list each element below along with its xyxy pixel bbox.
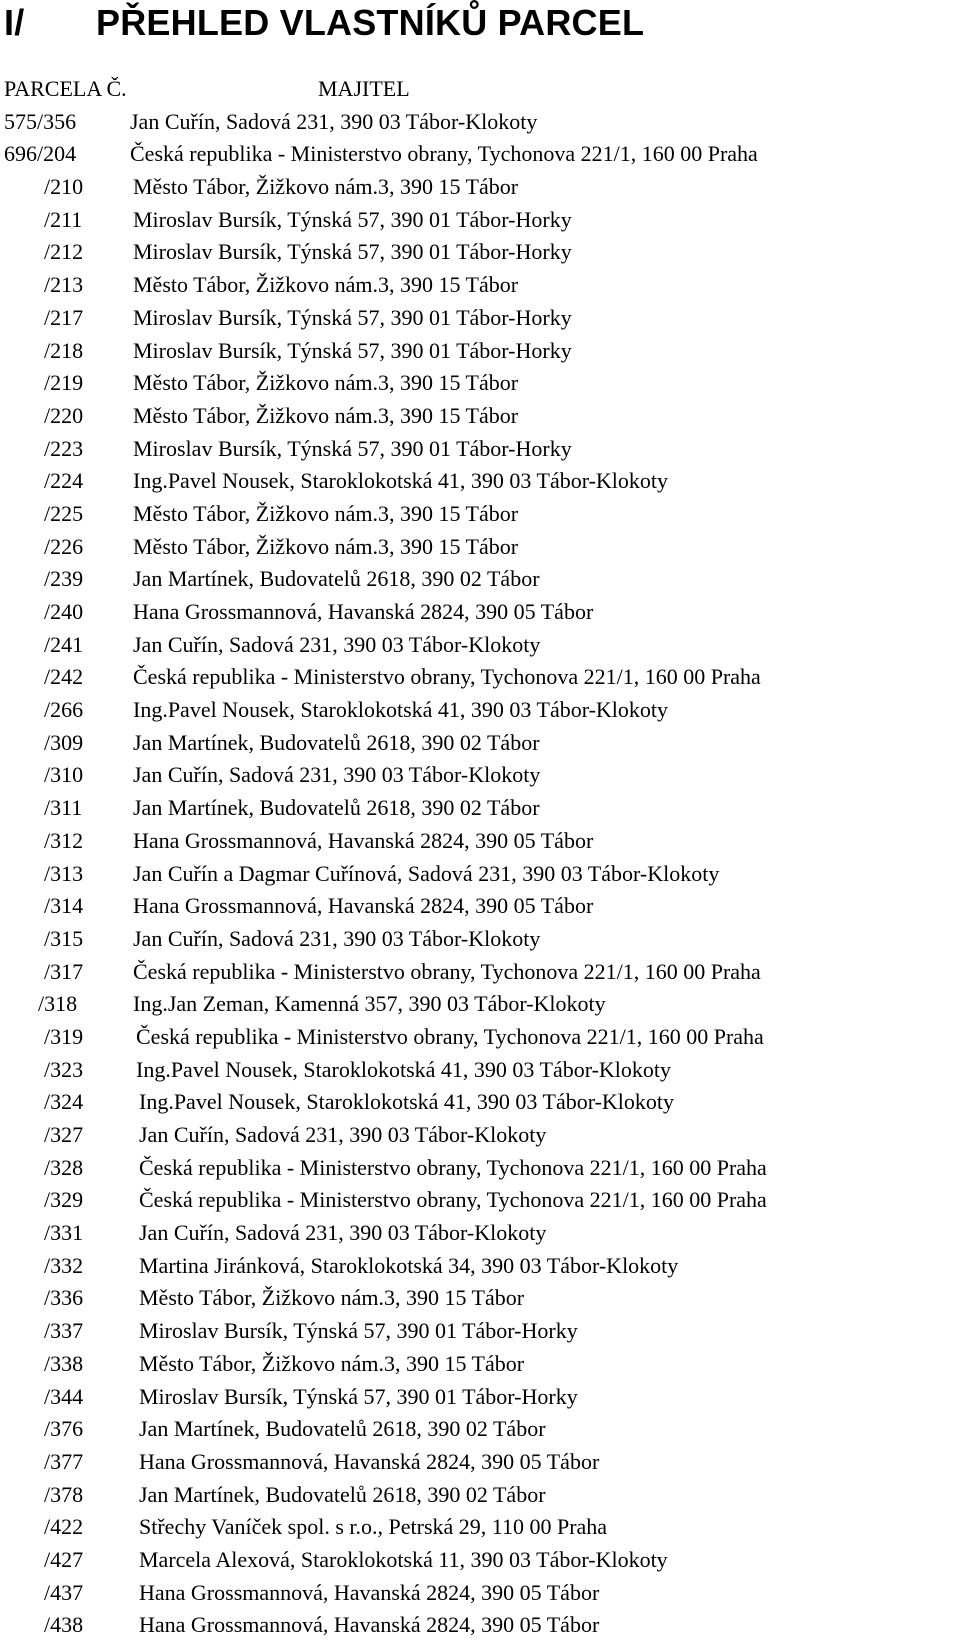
owner-name: Ing.Jan Zeman, Kamenná 357, 390 03 Tábor-Klokoty (133, 991, 606, 1017)
table-row (0, 1479, 960, 1512)
owner-name: Jan Cuřín, Sadová 231, 390 03 Tábor-Klokoty (130, 108, 538, 134)
owner-name: Hana Grossmannová, Havanská 2824, 390 05 Tábor (133, 827, 594, 853)
owner-name: Město Tábor, Žižkovo nám.3, 390 15 Tábor (133, 402, 519, 428)
table-row (0, 759, 960, 792)
table-row (0, 1282, 960, 1315)
parcel-number: /310 (44, 762, 84, 788)
table-row (0, 367, 960, 400)
owner-name: Město Tábor, Žižkovo nám.3, 390 15 Tábor (133, 370, 519, 396)
parcel-number: /242 (44, 664, 84, 690)
owner-name: Ing.Pavel Nousek, Staroklokotská 41, 390 03 Tábor-Klokoty (139, 1089, 675, 1115)
owner-name: Miroslav Bursík, Týnská 57, 390 01 Tábor-Horky (133, 337, 572, 363)
owner-name: Město Tábor, Žižkovo nám.3, 390 15 Tábor (133, 174, 519, 200)
owner-name: Miroslav Bursík, Týnská 57, 390 01 Tábor-Horky (133, 239, 572, 265)
parcel-number: /240 (44, 599, 84, 624)
owner-name: Hana Grossmannová, Havanská 2824, 390 05 Tábor (139, 1612, 600, 1638)
table-row (0, 1217, 960, 1250)
owner-name: Střechy Vaníček spol. s r.o., Petrská 29, 110 00 Praha (139, 1514, 608, 1540)
owner-name: Miroslav Bursík, Týnská 57, 390 01 Tábor-Horky (133, 304, 572, 330)
parcel-number: /338 (44, 1350, 84, 1376)
document-title (4, 0, 644, 46)
title-number: I/ (4, 2, 25, 43)
owner-name: Česká republika - Ministerstvo obrany, Tychonova 221/1, 160 00 Praha (133, 664, 761, 690)
parcel-number: /241 (44, 631, 84, 657)
parcel-number: /220 (44, 402, 84, 428)
table-row (0, 1086, 960, 1119)
table-row (0, 1446, 960, 1479)
owner-name: Jan Cuřín, Sadová 231, 390 03 Tábor-Klokoty (133, 925, 541, 951)
parcel-number: /226 (44, 533, 84, 559)
table-row (0, 890, 960, 923)
owner-name: Jan Cuřín, Sadová 231, 390 03 Tábor-Klokoty (133, 631, 541, 657)
table-row (0, 138, 960, 171)
owner-name: Jan Cuřín a Dagmar Cuřínová, Sadová 231, 390 03 Tábor-Klokoty (133, 860, 720, 886)
table-row (0, 1184, 960, 1217)
column-header-row (0, 73, 960, 106)
owner-name: Česká republika - Ministerstvo obrany, Tychonova 221/1, 160 00 Praha (133, 958, 761, 984)
owner-name: Miroslav Bursík, Týnská 57, 390 01 Tábor-Horky (133, 435, 572, 461)
owner-name: Jan Martínek, Budovatelů 2618, 390 02 Tábor (133, 729, 540, 755)
table-row (0, 1609, 960, 1642)
table-row (0, 1054, 960, 1087)
owner-name: Česká republika - Ministerstvo obrany, Tychonova 221/1, 160 00 Praha (139, 1187, 767, 1213)
table-row (0, 1577, 960, 1610)
owner-column-header: MAJITEL (318, 76, 410, 101)
table-row (0, 596, 960, 629)
parcel-owner-list (0, 73, 960, 1642)
parcel-number: /319 (44, 1023, 84, 1049)
owner-name: Hana Grossmannová, Havanská 2824, 390 05 Tábor (139, 1579, 600, 1605)
owner-name: Miroslav Bursík, Týnská 57, 390 01 Tábor-Horky (139, 1383, 578, 1409)
table-row (0, 531, 960, 564)
table-row (0, 433, 960, 466)
parcel-number: /213 (44, 272, 84, 298)
owner-name: Miroslav Bursík, Týnská 57, 390 01 Tábor-Horky (139, 1318, 578, 1344)
parcel-number: 575/356 (4, 108, 77, 134)
parcel-number: /312 (44, 827, 84, 853)
table-row (0, 661, 960, 694)
parcel-number: /337 (44, 1318, 84, 1344)
owner-name: Česká republika - Ministerstvo obrany, Tychonova 221/1, 160 00 Praha (139, 1154, 767, 1180)
parcel-number: /324 (44, 1089, 84, 1115)
parcel-number: /327 (44, 1122, 84, 1147)
owner-name: Město Tábor, Žižkovo nám.3, 390 15 Tábor (133, 533, 519, 559)
title-text: PŘEHLED VLASTNÍKŮ PARCEL (96, 2, 645, 43)
parcel-number: /378 (44, 1481, 84, 1507)
parcel-number: /376 (44, 1416, 84, 1442)
table-row (0, 1544, 960, 1577)
owner-name: Jan Martínek, Budovatelů 2618, 390 02 Tábor (133, 566, 540, 592)
owner-name: Ing.Pavel Nousek, Staroklokotská 41, 390 03 Tábor-Klokoty (133, 697, 669, 723)
parcel-number: /332 (44, 1252, 84, 1278)
table-row (0, 1511, 960, 1544)
owner-name: Hana Grossmannová, Havanská 2824, 390 05 Tábor (133, 599, 594, 624)
parcel-number: /210 (44, 174, 84, 200)
owner-name: Jan Cuřín, Sadová 231, 390 03 Tábor-Klokoty (139, 1220, 547, 1246)
table-row (0, 988, 960, 1021)
parcel-number: /309 (44, 729, 84, 755)
parcel-number: /212 (44, 239, 84, 265)
owner-name: Miroslav Bursík, Týnská 57, 390 01 Tábor-Horky (133, 206, 572, 232)
parcel-number: /225 (44, 500, 84, 526)
parcel-number: /318 (38, 991, 78, 1017)
table-row (0, 1413, 960, 1446)
table-row (0, 302, 960, 335)
parcel-number: 696/204 (4, 141, 77, 167)
table-row (0, 1381, 960, 1414)
table-row (0, 106, 960, 139)
owner-name: Česká republika - Ministerstvo obrany, Tychonova 221/1, 160 00 Praha (130, 141, 758, 167)
owner-name: Česká republika - Ministerstvo obrany, Tychonova 221/1, 160 00 Praha (136, 1023, 764, 1049)
table-row (0, 465, 960, 498)
parcel-column-header: PARCELA Č. (4, 76, 127, 101)
parcel-number: /315 (44, 925, 84, 951)
table-row (0, 236, 960, 269)
owner-name: Město Tábor, Žižkovo nám.3, 390 15 Tábor (133, 272, 519, 298)
table-row (0, 858, 960, 891)
parcel-number: /437 (44, 1579, 84, 1605)
parcel-number: /323 (44, 1056, 84, 1082)
owner-name: Ing.Pavel Nousek, Staroklokotská 41, 390 03 Tábor-Klokoty (133, 468, 669, 494)
owner-name: Marcela Alexová, Staroklokotská 11, 390 03 Tábor-Klokoty (139, 1546, 668, 1572)
table-row (0, 563, 960, 596)
owner-name: Jan Cuřín, Sadová 231, 390 03 Tábor-Klokoty (139, 1122, 547, 1147)
table-row (0, 1152, 960, 1185)
parcel-number: /427 (44, 1546, 84, 1572)
owner-name: Hana Grossmannová, Havanská 2824, 390 05 Tábor (139, 1448, 600, 1474)
table-row (0, 1315, 960, 1348)
parcel-number: /314 (44, 893, 84, 919)
table-row (0, 1119, 960, 1152)
owner-name: Jan Martínek, Budovatelů 2618, 390 02 Tábor (139, 1416, 546, 1442)
parcel-number: /422 (44, 1514, 84, 1540)
owner-name: Město Tábor, Žižkovo nám.3, 390 15 Tábor (133, 500, 519, 526)
table-row (0, 1348, 960, 1381)
parcel-number: /329 (44, 1187, 84, 1213)
table-row (0, 400, 960, 433)
parcel-number: /313 (44, 860, 84, 886)
table-row (0, 923, 960, 956)
parcel-number: /223 (44, 435, 84, 461)
owner-name: Ing.Pavel Nousek, Staroklokotská 41, 390 03 Tábor-Klokoty (136, 1056, 672, 1082)
parcel-number: /336 (44, 1285, 84, 1311)
parcel-number: /438 (44, 1612, 84, 1638)
owner-name: Hana Grossmannová, Havanská 2824, 390 05 Tábor (133, 893, 594, 919)
table-row (0, 1250, 960, 1283)
owner-name: Jan Martínek, Budovatelů 2618, 390 02 Tábor (139, 1481, 546, 1507)
parcel-number: /344 (44, 1383, 84, 1409)
parcel-number: /328 (44, 1154, 84, 1180)
parcel-number: /311 (44, 795, 83, 821)
table-row (0, 694, 960, 727)
table-row (0, 204, 960, 237)
owner-name: Jan Cuřín, Sadová 231, 390 03 Tábor-Klokoty (133, 762, 541, 788)
owner-name: Jan Martínek, Budovatelů 2618, 390 02 Tábor (133, 795, 540, 821)
table-row (0, 825, 960, 858)
table-row (0, 171, 960, 204)
table-row (0, 956, 960, 989)
owner-name: Město Tábor, Žižkovo nám.3, 390 15 Tábor (139, 1285, 525, 1311)
table-row (0, 498, 960, 531)
owner-name: Město Tábor, Žižkovo nám.3, 390 15 Tábor (139, 1350, 525, 1376)
parcel-number: /239 (44, 566, 84, 592)
parcel-number: /217 (44, 304, 84, 330)
table-row (0, 629, 960, 662)
table-row (0, 792, 960, 825)
table-row (0, 1021, 960, 1054)
table-row (0, 727, 960, 760)
parcel-number: /211 (44, 206, 83, 232)
table-row (0, 269, 960, 302)
parcel-number: /317 (44, 958, 84, 984)
parcel-number: /266 (44, 697, 84, 723)
parcel-number: /224 (44, 468, 84, 494)
parcel-number: /331 (44, 1220, 84, 1246)
parcel-number: /377 (44, 1448, 84, 1474)
parcel-number: /219 (44, 370, 84, 396)
table-row (0, 335, 960, 368)
owner-name: Martina Jiránková, Staroklokotská 34, 390 03 Tábor-Klokoty (139, 1252, 679, 1278)
parcel-number: /218 (44, 337, 84, 363)
